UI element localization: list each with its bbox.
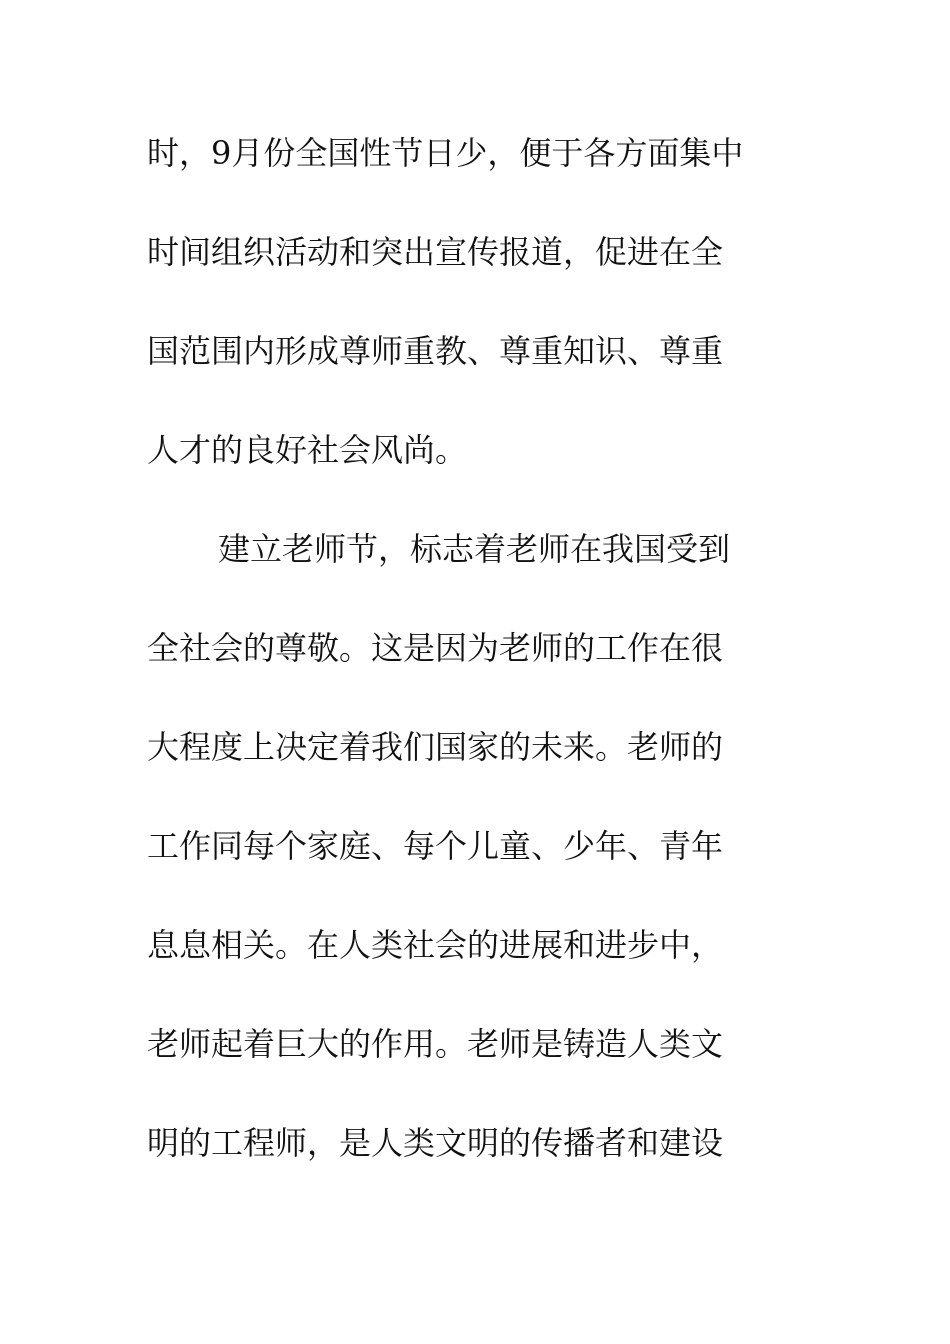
text-line: 国范围内形成尊师重教、尊重知识、尊重 (147, 332, 724, 370)
text-line: 大程度上决定着我们国家的未来。老师的 (147, 728, 724, 766)
text-line: 时间组织活动和突出宣传报道，促进在全 (147, 233, 724, 271)
text-line: 时，9月份全国性节日少，便于各方面集中 (147, 134, 744, 172)
text-line: 工作同每个家庭、每个儿童、少年、青年 (147, 827, 724, 865)
paragraph-first-line: 建立老师节，标志着老师在我国受到 (218, 530, 731, 568)
text-line: 全社会的尊敬。这是因为老师的工作在很 (147, 629, 724, 667)
text-line: 人才的良好社会风尚。 (147, 431, 468, 469)
text-line: 息息相关。在人类社会的进展和进步中， (147, 926, 724, 964)
text-line: 明的工程师，是人类文明的传播者和建设 (147, 1124, 724, 1162)
text-line: 老师起着巨大的作用。老师是铸造人类文 (147, 1025, 724, 1063)
